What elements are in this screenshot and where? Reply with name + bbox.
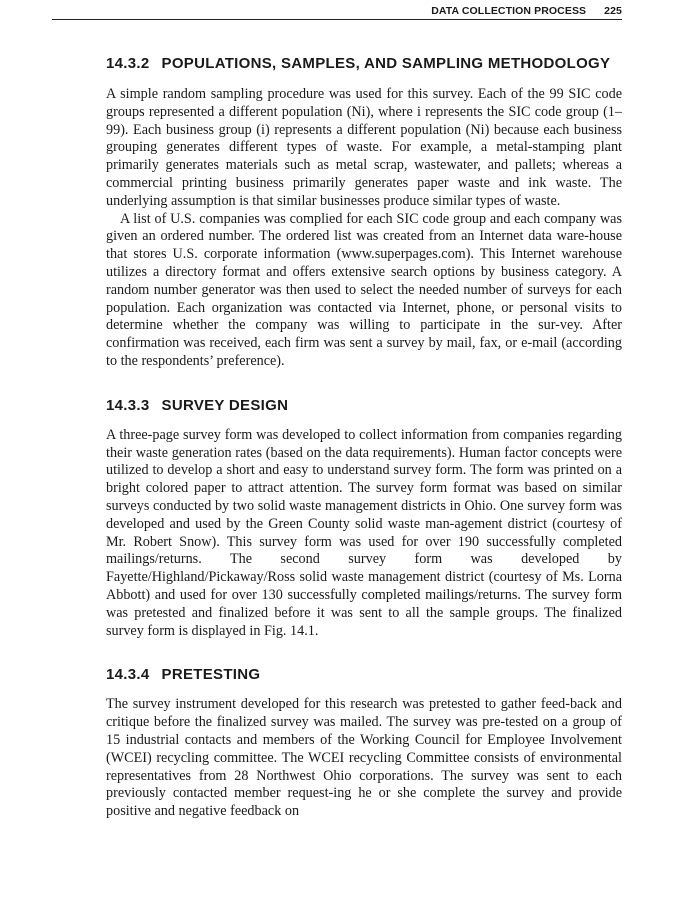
page-number: 225 (604, 5, 622, 17)
section-number: 14.3.2 (106, 55, 150, 72)
page-body (106, 55, 622, 821)
paragraph: A three-page survey form was developed to collect information from companies regarding their waste generation rates (based on the data requirements). Human factor concepts were utilized to develop a short and easy to understand survey form. The form was printed on a bright colored paper to attract attention. The survey form format was based on similar surveys conducted by two solid waste management districts in Ohio. One survey form was developed and used by the Green County solid waste man-agement district (courtesy of Mr. Robert Snow). This survey form was used for over 190 successfully completed mailings/returns. The second survey form was developed by Fayette/Highland/Pickaway/Ross solid waste management district (courtesy of Ms. Lorna Abbott) and used for over 130 successfully completed mailings/returns. The survey form was pretested and finalized before it was sent to all the sample groups. The finalized survey form is displayed in Fig. 14.1. (106, 426, 622, 639)
paragraph: A simple random sampling procedure was used for this survey. Each of the 99 SIC code groups represented a different population (Ni), where i represents the SIC code group (1–99). Each business group (i) represents a different population (Ni) because each business grouping generates different types of waste. For example, a metal-stamping plant primarily generates materials such as metal scrap, wastewater, and pallets; whereas a commercial printing business primarily generates paper waste and ink waste. The underlying assumption is that similar businesses produce similar types of waste. (106, 86, 622, 209)
section-heading-14-3-4 (106, 666, 622, 684)
section-title: POPULATIONS, SAMPLES, AND SAMPLING METHODOLOGY (161, 55, 611, 72)
section-title: PRETESTING (161, 666, 261, 684)
section-heading-14-3-3 (106, 397, 622, 415)
section-number: 14.3.4 (106, 666, 150, 684)
paragraph: A list of U.S. companies was complied for each SIC code group and each company was given an ordered number. The ordered list was created from an Internet data ware-house that stores U.S. corporate information (www.superpages.com). This Internet warehouse utilizes a directory format and offers extensive search options by business category. A random number generator was then used to select the needed number of surveys for each population. Each organization was contacted via Internet, phone, or personal visits to determine whether the company was willing to participate in the sur-vey. After confirmation was received, each firm was sent a survey by mail, fax, or e-mail (according to the respondents’ preference). (106, 210, 622, 369)
section-number: 14.3.3 (106, 396, 150, 414)
section-heading-14-3-2 (106, 55, 622, 73)
section-title: SURVEY DESIGN (161, 396, 289, 414)
paragraph: The survey instrument developed for this research was pretested to gather feed-back and critique before the finalized survey was mailed. The survey was pre-tested on a group of 15 industrial contacts and members of the Working Council for Employee Involvement (WCEI) recycling committee. The WCEI recycling Committee consists of environmental representatives from 28 Northwest Ohio corporations. The survey was sent to each previously contacted member request-ing he or she complete the survey and provide positive and negative feedback on (106, 696, 622, 820)
running-head-title: DATA COLLECTION PROCESS (431, 5, 587, 17)
running-head (431, 5, 622, 17)
header-rule (52, 19, 622, 20)
